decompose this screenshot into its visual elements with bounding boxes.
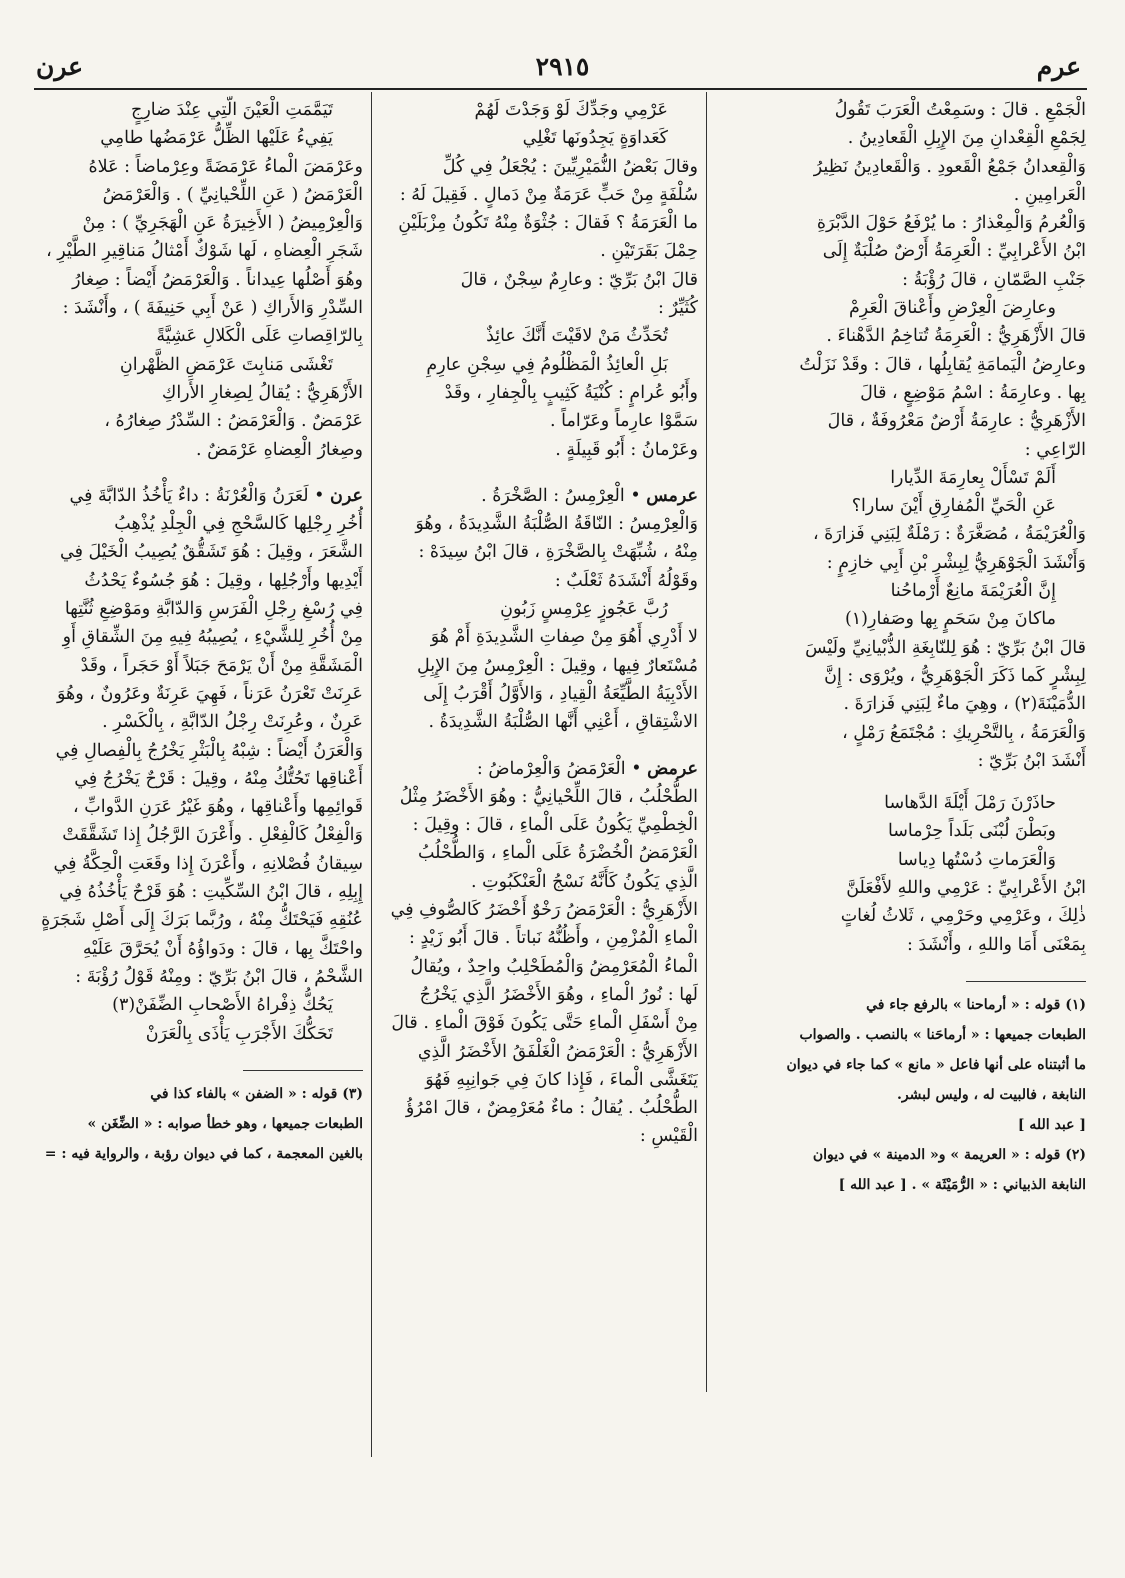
text-line: قالَ ابْنُ بَرِّيّ : هُوَ لِلنّابِغَةِ الذُّبْيانِيِّ ولَيْسَ [805, 637, 1086, 658]
text-line: وَالْعُرمُ وَالْمِعْذارُ : ما يُرْفَعُ حَوْلَ الدَّبْرَةِ [816, 213, 1086, 234]
verse-line: يَفِيءُ عَلَيْها الظِّلُّ عَرْمَضُها طامِي [100, 128, 333, 149]
text-line: ابْنُ الأَعْرابِيِّ : عَرْمِي واللهِ لأَفْعَلَنَّ [846, 878, 1086, 899]
verse-line: ماكانَ مِنْ سَحَمٍ بِها وصَفارِ(١) [844, 609, 1056, 630]
text-line: كُثَيِّرٌ : [657, 298, 698, 319]
entry-aran: عرن • لَعَرَنُ وَالْعُرْنَةُ : داءٌ يَأْخُذُ الدّابَّةَ فِي أُخُرِ رِجْلِها كَالسَّحْجِ فِي الْجِلْدِ يُذْهِبُ الشَّعَرَ ، وقِيلَ : هُوَ تَشَقُّقٌ يُصِيبُ الْخَيْلَ فِي أَيْدِيها وأَرْجُلِها ، وقِيلَ : هُوَ جُسُوءٌ يَحْدُثُ فِي رُسْغِ رِجْلِ الْفَرَسِ وَالدّابَّةِ ومَوْضِعِ ثُنَّتِها مِنْ أُخُرِ لِلشَّيْءِ ، يُصِيبُهُ فِيهِ مِنَ الشِّقاقِ أَوِ الْمَشَقَّةِ مِنْ أَنْ يَرْمَحَ جَبَلاً أَوْ حَجَراً ، وقَدْ عَرِنَتْ تَعْرَنُ عَرَناً ، فَهِيَ عَرِنَةٌ وعَرُونٌ ، وهُوَ عَرِنٌ ، وعُرِنَتْ رِجْلُ الدّابَّةِ ، بِالْكَسْرِ . وَالْعَرَنُ أَيْضاً : شِبْهُ بِالْبَثْرِ يَخْرُجُ بِالْفِصالِ فِي أَعْناقِها تَحُتُّكُ مِنْهُ ، وقِيلَ : قَرْحٌ يَخْرُجُ فِي قَوائِمِها وأَعْناقِها ، وهُوَ غَيْرُ عَرَنِ الدَّوابِّ ، وَالْفِعْلُ كَالْفِعْلِ . وأَعْرَنَ الرَّجُلُ إِذا تَشَقَّقَتْ سِيقانُ فُصْلانِهِ ، وأَعْرَنَ إِذا وقَعَتِ الْحِكَّةُ فِي إِبِلِهِ ، قالَ ابْنُ السِّكِّيتِ : هُوَ قَرْحٌ يَأْخُذُهُ فِي عُنُقِهِ فَيَحْتَكُّ مِنْهُ ، ورُبَّما بَرَكَ إِلَى أَصْلِ شَجَرَةٍ واحْتَكَّ بِها ، قالَ : ودَواؤُهُ أَنْ يُحَرَّقَ عَلَيْهِ الشَّحْمُ ، قالَ ابْنُ بَرِّيّ : ومِنْهُ قَوْلُ رُؤْبَةَ : يَحُكُّ ذِفْراهُ الأَصْحابِ الضِّفَنْ(٣) تَحَكُّكَ الأَجْرَبِ يَأْذَى بِالْعَرَنْ [40, 482, 363, 1048]
entry-aramad: عرمض • الْعَرْمَضُ وَالْعِرْماضُ : الطُّحْلُبُ ، قالَ اللِّحْيانِيُّ : وهُوَ الأَخْضَرُ مِثْلُ الْخِطْمِيِّ يَكُونُ عَلَى الْماءِ ، قالَ : وقِيلَ : الْعَرْمَضُ الْخُضْرَةُ عَلَى الْماءِ ، وَالطُّحْلُبُ الَّذِي يَكُونُ كَأَنَّهُ نَسْجُ الْعَنْكَبُوتِ . الأَزْهَرِيُّ : الْعَرْمَضُ رَخْوٌ أَخْضَرُ كَالصُّوفِ فِي الْماءِ الْمُزْمِنِ ، وأَظُنُّهُ نَباتاً . قالَ أَبُو زَيْدٍ : الْماءُ الْمُعَرْمِضُ وَالْمُطَحْلِبُ واحِدٌ ، ويُقالُ لَها : نُورُ الْماءِ ، وهُوَ الأَخْضَرُ الَّذِي يَخْرُجُ مِنْ أَسْفَلِ الْماءِ حَتَّى يَكُونَ فَوْقَ الْماءِ . قالَ الأَزْهَرِيُّ : الْعَرْمَضُ الْغَلْفَقُ الأَخْضَرُ الَّذِي يَتَغَشَّى الْماءَ ، فَإِذا كانَ فِي جَوانِبِهِ فَهُوَ الطُّحْلُبُ . يُقالُ : ماءٌ مُعَرْمِضٌ ، قالَ امْرُؤُ الْقَيْسِ : [382, 755, 698, 1151]
verse-line: تَحَكُّكَ الأَجْرَبِ يَأْذَى بِالْعَرَنْ [145, 1023, 333, 1044]
text-line: وَالْعُرَيْمَةُ ، مُصَغَّرَةٌ : رَمْلَةٌ لِبَنِي فَزارَةَ ، [812, 524, 1086, 545]
text-line: الشَّحْمُ ، قالَ ابْنُ بَرِّيّ : ومِنْهُ قَوْلُ رُؤْبَةَ : [75, 966, 363, 987]
text-line: وهُوَ أَصْلُها عِيداناً . وَالْعَرْمَضُ أَيْضاً : صِغارُ [72, 269, 363, 290]
text-line: وعَرْمانُ : أَبُو قَبِيلَةٍ . [555, 439, 698, 460]
column-divider-left [371, 92, 372, 1457]
text-line: الَّذِي يَكُونُ كَأَنَّهُ نَسْجُ الْعَنْكَبُوتِ . [471, 871, 698, 892]
text-line: الرّاعِي : [1024, 439, 1086, 460]
text-line: سِيقانُ فُصْلانِهِ ، وأَعْرَنَ إِذا وقَعَتِ الْحِكَّةُ فِي [53, 853, 363, 874]
text-line: وَالْعِرْمِيضُ ( الأَخِيرَةُ عَنِ الْهَجَرِيِّ ) : مِنْ [82, 213, 363, 234]
text-line: بِمَعْنَى أَمَا واللهِ ، وأَنْشَدَ : [906, 934, 1086, 955]
text-line: لا أَدْرِي أَهُوَ مِنْ صِفاتِ الشَّدِيدَةِ أَمْ هُوَ [430, 627, 698, 648]
text-line: فِي رُسْغِ رِجْلِ الْفَرَسِ وَالدّابَّةِ ومَوْضِعِ ثُنَّتِها [64, 599, 363, 620]
text-line: وقالَ بَعْضُ النُّمَيْرِيِّينَ : يُجْعَلُ فِي كُلِّ [442, 156, 698, 177]
entry-aramas: عرمس • الْعِرْمِسُ : الصَّخْرَةُ . وَالْعِرْمِسُ : النّاقَةُ الصُّلْبَةُ الشَّدِيدَةُ ، وهُوَ مِنْهُ ، شُبِّهَتْ بِالصَّخْرَةِ ، قالَ ابْنُ سِيدَهْ : وقَوْلُهُ أَنْشَدَهُ ثَعْلَبٌ : رُبَّ عَجُوزٍ عِرْمِسٍ زَبُونِ لا أَدْرِي أَهُوَ مِنْ صِفاتِ الشَّدِيدَةِ أَمْ هُوَ مُسْتَعارٌ فِيها ، وقِيلَ : الْعِرْمِسُ مِنَ الإِبِلِ الأَدْبِيَةُ الطَّيِّعَةُ الْقِيادِ ، وَالأَوَّلُ أَقْرَبُ إِلَى الاشْتِقاقِ ، أَعْنِي أَنَّها الصُّلْبَةُ الشَّدِيدَةُ . [382, 482, 698, 737]
text-line: سَمَّوْا عارِماً وعَرّاماً . [550, 411, 698, 432]
entry-headword: عرن [330, 485, 363, 506]
text-line: الطُّحْلُبُ ، قالَ اللِّحْيانِيُّ : وهُوَ الأَخْضَرُ مِثْلُ [399, 786, 698, 807]
footnote-line: الطبعات جميعها : « أرماحَنا » بالنصب . والصواب [799, 1026, 1086, 1043]
text-line: وقَوْلُهُ أَنْشَدَهُ ثَعْلَبٌ : [554, 570, 698, 591]
text-line: لِبِشْرٍ كَما ذَكَرَ الْجَوْهَرِيُّ ، ويُرْوَى : إِنَّ [824, 665, 1086, 686]
text-line: أَنْشَدَ ابْنُ بَرِّيّ : [977, 750, 1086, 771]
text-line: الْعَرامِينِ . [1013, 184, 1086, 205]
footnote-line: [ عبد الله ] [1017, 1116, 1086, 1133]
text-line: الْخِطْمِيِّ يَكُونُ عَلَى الْماءِ ، قالَ : وقِيلَ : [412, 815, 698, 836]
text-line: شَجَرِ الْعِضاهِ ، لَها شَوْكٌ أَمْثالُ مَناقِيرِ الطَّيْرِ ، [46, 241, 363, 262]
text-line: الْعِرْمِسُ : الصَّخْرَةُ . [481, 485, 625, 506]
text-line: وعَرْمَضَ الْماءُ عَرْمَضَةً وعِرْماضاً : عَلاهُ [88, 156, 363, 177]
verse-line: تَيَمَّمَتِ الْعَيْنَ الَّتِي عِنْدَ ضارِجٍ [131, 100, 333, 120]
footnote-line: النابغة الذبياني : « الرُّمَيْثَة » . [ عبد الله ] [838, 1176, 1086, 1193]
footnote-line: الطبعات جميعها ، وهو خطأ صوابه : « الضِّغَن » [87, 1115, 363, 1132]
text-line: لَها : نُورُ الْماءِ ، وهُوَ الأَخْضَرُ الَّذِي يَخْرُجُ [419, 984, 698, 1005]
text-line: وصِغارُ الْعِضاهِ عَرْمَضٌ . [195, 439, 363, 460]
text-line: مُسْتَعارٌ فِيها ، وقِيلَ : الْعِرْمِسُ مِنَ الإِبِلِ [416, 655, 698, 676]
page-number: ٢٩١٥ [535, 52, 590, 81]
text-line: مِنْ أُخُرِ لِلشَّيْءِ ، يُصِيبُهُ فِيهِ مِنَ الشِّقاقِ أَوِ [62, 627, 363, 648]
verse-line: تُحَدِّثُ مَنْ لاقَيْتَ أَنَّكَ عائِذٌ [486, 326, 668, 347]
text-line: وَالْقِعدانُ جَمْعُ الْقَعودِ . وَالْقَعادِينُ نَظِيرُ [813, 156, 1086, 177]
text-line: السِّدْرِ وَالأَراكِ ( عَنْ أَبِي حَنِيفَةَ ) ، وأَنْشَدَ : [62, 298, 363, 319]
text-line: الْماءُ الْمُعَرْمِضُ وَالْمُطَحْلِبُ واحِدٌ ، ويُقالُ [410, 956, 698, 977]
verse-line: عَنِ الْحَيِّ الْمُفارِقِ أَيْنَ سارا؟ [851, 496, 1056, 517]
text-line: سُلْفَةٍ مِنْ حَبٍّ عَرَمَةٌ مِنْ دَمالٍ . فَقِيلَ لَهُ : [399, 184, 698, 205]
text-line: أَعْناقِها تَحُتُّكُ مِنْهُ ، وقِيلَ : قَرْحٌ يَخْرُجُ فِي [74, 768, 363, 789]
verse-line: إِنَّ الْعُرَيْمَةَ مانِعٌ أَرْماحُنا [890, 581, 1056, 602]
verse-line: رُبَّ عَجُوزٍ عِرْمِسٍ زَبُونِ [500, 599, 668, 620]
footnote-line: (١) قوله : « أرماحنا » بالرفع جاء في [866, 996, 1086, 1013]
text-line: وَالْعَرَنُ أَيْضاً : شِبْهُ بِالْبَثْرِ يَخْرُجُ بِالْفِصالِ فِي [55, 740, 363, 761]
text-line: وعارِضُ الْيَمامَةِ يُقابِلُها ، قالَ : وقَدْ نَزَلْتُ [799, 354, 1086, 375]
verse-line: بَلِ الْعائِذُ الْمَظْلُومُ فِي سِجْنِ عارِمِ [426, 354, 668, 375]
text-line: الْعَرْمَضُ وَالْعِرْماضُ : [476, 758, 626, 779]
text-line: بِها . وعارِمَةُ : اسْمُ مَوْضِعٍ ، قالَ [860, 382, 1086, 403]
text-line: الأَزْهَرِيُّ : عارِمَةُ أَرْضٌ مَعْرُوفَةٌ ، قالَ [827, 411, 1086, 432]
footnote-line: النابغة ، فالبيت له ، وليس لبشر. [897, 1086, 1086, 1103]
text-line: الطُّحْلُبُ . يُقالُ : ماءٌ مُعَرْمِضٌ ، قالَ امْرُؤُ [405, 1098, 698, 1119]
text-line: قَوائِمِها وأَعْناقِها ، وهُوَ غَيْرُ عَرَنِ الدَّوابِّ ، [73, 797, 363, 818]
header-right-word: عرم [1036, 52, 1081, 81]
text-line: يَتَغَشَّى الْماءَ ، فَإِذا كانَ فِي جَوانِبِهِ فَهُوَ [425, 1069, 698, 1090]
text-line: وَالْعَرَمَةُ ، بِالتَّحْرِيكِ : مُجْتَمَعُ رَمْلٍ ، [842, 722, 1086, 743]
text-line: مِنْ أَسْفَلِ الْماءِ حَتَّى يَكُونَ فَوْقَ الْماءِ . قالَ [391, 1013, 698, 1034]
entry-headword: عرمس [646, 485, 698, 506]
footnote-line: (٢) قوله : « العريمة » و« الدمينة » في ديوان [812, 1146, 1086, 1163]
verse-line: أَلَمْ تَسْأَلْ بِعارِمَةَ الدِّيارا [890, 467, 1056, 488]
verse-line: وعارِضَ الْعِرْضِ وأَعْناقَ الْعَرِمْ [848, 298, 1056, 319]
text-line: الْجَمْعِ . قالَ : وسَمِعْتُ الْعَرَبَ تَقُولُ [834, 100, 1086, 120]
text-line: أُخُرِ رِجْلِها كَالسَّحْجِ فِي الْجِلْدِ يُذْهِبُ [114, 514, 363, 535]
text-line: عَرِنَتْ تَعْرَنُ عَرَناً ، فَهِيَ عَرِنَةٌ وعَرُونٌ ، وهُوَ [56, 683, 363, 704]
text-line: وَالْعِرْمِسُ : النّاقَةُ الصُّلْبَةُ الشَّدِيدَةُ ، وهُوَ [415, 514, 698, 535]
text-line: الْماءِ الْمُزْمِنِ ، وأَظُنُّهُ نَباتاً . قالَ أَبُو زَيْدٍ : [409, 928, 698, 949]
text-line: حِمْلَ بَقَرَتَيْنِ . [600, 241, 698, 262]
text-line: قالَ ابْنُ بَرِّيّ : وعارِمٌ سِجْنٌ ، قالَ [460, 269, 698, 290]
text-line: الأَزْهَرِيُّ : الْعَرْمَضُ الْغَلْفَقُ الأَخْضَرُ الَّذِي [417, 1041, 698, 1062]
text-line: ما الْعَرَمَةُ ؟ فَقالَ : جُثْوَةٌ مِنْهُ تَكُونُ مِزْبَلَيْنِ [398, 213, 698, 234]
text-line: جَنْبِ الصَّمّانِ ، قالَ رُؤْبَةُ : [902, 269, 1086, 290]
footnote-line: (٣) قوله : « الضفن » بالفاء كذا في [150, 1085, 363, 1102]
text-line: الاشْتِقاقِ ، أَعْنِي أَنَّها الصُّلْبَةُ الشَّدِيدَةُ . [428, 712, 698, 733]
text-line: إِبِلِهِ ، قالَ ابْنُ السِّكِّيتِ : هُوَ قَرْحٌ يَأْخُذُهُ فِي [59, 882, 363, 903]
verse-line: حاذَرْنَ رَمْلَ أَيْلَةَ الدَّهاسا [884, 793, 1056, 814]
text-line: الْعَرْمَضُ ( عَنِ اللِّحْيانِيِّ ) . وَالْعَرْمَضُ [102, 184, 363, 205]
text-line: ابْنُ الأَعْرابِيِّ : الْعَرِمَةُ أَرْضٌ صُلْبَةٌ إِلَى [822, 241, 1086, 262]
text-line: الأَزْهَرِيُّ : الْعَرْمَضُ رَخْوٌ أَخْضَرُ كَالصُّوفِ فِي [390, 900, 698, 921]
text-line: قالَ الأَزْهَرِيُّ : الْعَرِمَةُ تُتاخِمُ الدَّهْناءَ . [826, 326, 1086, 347]
column-middle [382, 96, 698, 1566]
entry-headword: عرمض [647, 758, 698, 779]
column-divider-right [706, 92, 707, 1392]
footnote-rule [243, 1070, 363, 1071]
text-line: عَرِنٌ ، وعُرِنَتْ رِجْلُ الدّابَّةِ ، بِالْكَسْرِ . [102, 712, 363, 733]
verse-line: كَعَداوَةٍ يَجِدُونَها تَغْلِي [522, 128, 668, 149]
text-line: مِنْهُ ، شُبِّهَتْ بِالصَّخْرَةِ ، قالَ ابْنُ سِيدَهْ : [418, 542, 698, 563]
text-line: لِجَمْعِ الْقِعْدانِ مِنَ الإِبِلِ الْقَعادِينُ . [847, 128, 1086, 149]
verse-line: وَالْعَرَماتِ دُسْتُها دِياسا [897, 849, 1056, 870]
text-line: ذٰلِكَ ، وعَرْمِي وحَرْمِي ، ثَلاثُ لُغاتٍ [840, 906, 1086, 927]
verse-line: عَرْمِي وجَدِّكَ لَوْ وَجَدْتَ لَهُمْ [474, 100, 668, 120]
text-line: الشَّعَرَ ، وقِيلَ : هُوَ تَشَقُّقٌ يُصِيبُ الْخَيْلَ فِي [60, 542, 363, 563]
footnote-line: بالغين المعجمة ، كما في ديوان رؤبة ، والرواية فيه : = [44, 1145, 363, 1162]
footnote-rule [966, 981, 1086, 982]
header-rule [34, 88, 1087, 90]
text-line: عُنُقِهِ فَيَحْتَكُّ مِنْهُ ، ورُبَّما بَرَكَ إِلَى أَصْلِ شَجَرَةٍ [41, 910, 363, 931]
text-line: بِالرّاقِصاتِ عَلَى الْكَلالِ عَشِيَّةً [156, 326, 363, 347]
verse-line: وبَطْنَ لُبْنَى بَلَداً حِرْماسا [887, 821, 1056, 842]
text-line: وَأَنْشَدَ الْجَوْهَرِيُّ لِبِشْرِ بْنِ أَبِي خازِمٍ : [826, 552, 1086, 573]
text-line: الأَزْهَرِيُّ : يُقالُ لِصِغارِ الأَراكِ [161, 382, 363, 403]
verse-line: تَغْشَى مَنابِتَ عَرْمَضِ الظَّهْرانِ [119, 354, 333, 375]
footnote-line: ما أثبتناه على أنها فاعل « مانع » كما جاء في ديوان [786, 1056, 1086, 1073]
text-line: وأَبُو عُرامٍ : كُنْيَةُ كَثِيبٍ بِالْجِفارِ ، وقَدْ [444, 382, 698, 403]
text-line: وَالْفِعْلُ كَالْفِعْلِ . وأَعْرَنَ الرَّجُلُ إِذا تَشَقَّقَتْ [62, 825, 363, 846]
text-line: الْعَرْمَضُ الْخُضْرَةُ عَلَى الْماءِ ، وَالطُّحْلُبُ [417, 843, 698, 864]
text-line: الدُّمَيْنَةَ(٢) ، وهِيَ ماءٌ لِبَنِي فَزارَةَ . [843, 694, 1086, 715]
text-line: الأَدْبِيَةُ الطَّيِّعَةُ الْقِيادِ ، وَالأَوَّلُ أَقْرَبُ إِلَى [423, 683, 698, 704]
text-line: لَعَرَنُ وَالْعُرْنَةُ : داءٌ يَأْخُذُ الدّابَّةَ فِي [69, 485, 309, 506]
text-line: أَيْدِيها وأَرْجُلِها ، وقِيلَ : هُوَ جُسُوءٌ يَحْدُثُ [84, 570, 363, 591]
text-line: واحْتَكَّ بِها ، قالَ : ودَواؤُهُ أَنْ يُحَرَّقَ عَلَيْهِ [82, 938, 363, 959]
text-line: الْقَيْسِ : [639, 1126, 698, 1147]
column-right [716, 96, 1086, 1571]
header-left-word: عرن [36, 52, 84, 81]
text-line: الْمَشَقَّةِ مِنْ أَنْ يَرْمَحَ جَبَلاً أَوْ حَجَراً ، وقَدْ [80, 655, 363, 676]
column-left [40, 96, 363, 1571]
verse-line: يَحُكُّ ذِفْراهُ الأَصْحابِ الضِّفَنْ(٣) [112, 995, 333, 1016]
text-line: عَرْمَضٌ . وَالْعَرْمَضُ : السِّدْرُ صِغارُهُ ، [104, 411, 363, 432]
